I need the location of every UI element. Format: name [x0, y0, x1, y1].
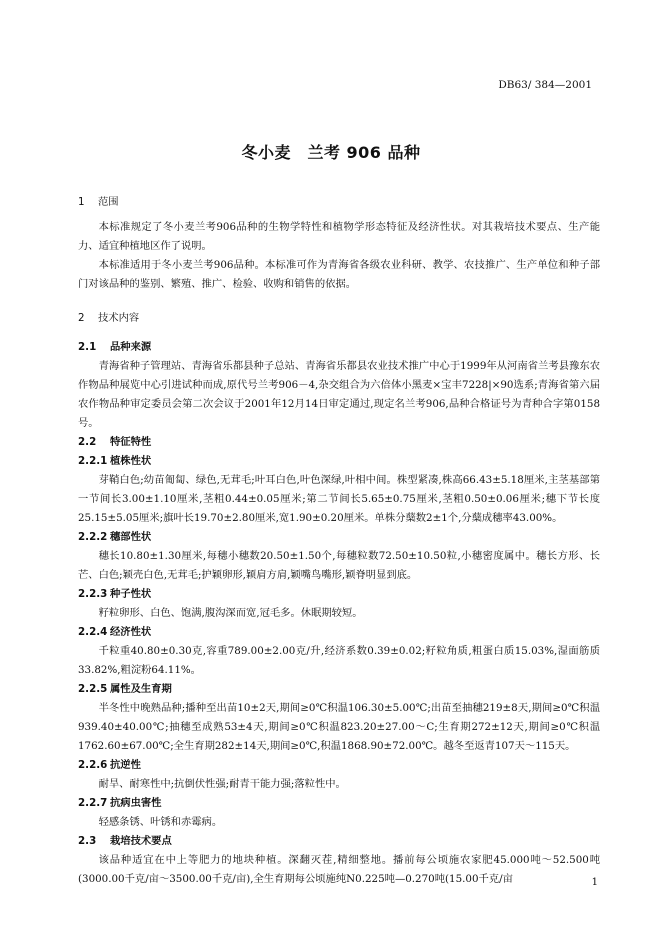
section-title: 范围 [98, 196, 119, 208]
section-1-heading [78, 193, 600, 212]
clause-number: 2.2.3 [78, 588, 108, 600]
document-body [78, 188, 600, 889]
subsection-2-3-heading [78, 832, 600, 851]
clause-2-2-2-heading [78, 528, 600, 547]
subsection-2-2-heading [78, 433, 600, 452]
page-number: 1 [591, 877, 598, 888]
clause-title: 种子性状 [110, 588, 152, 600]
section-number: 2 [78, 312, 85, 324]
clause-2-2-1-heading [78, 452, 600, 471]
section-number: 1 [78, 196, 85, 208]
subsection-number: 2.1 [78, 341, 97, 353]
subsection-number: 2.2 [78, 436, 97, 448]
clause-title: 经济性状 [110, 626, 152, 638]
scope-paragraph-2: 本标准适用于冬小麦兰考906品种。本标准可作为青海省各级农业科研、教学、农技推广、生产单位和种子部门对该品种的鉴别、繁殖、推广、检验、收购和销售的依据。 [78, 259, 600, 290]
clause-number: 2.2.7 [78, 797, 108, 809]
clause-title: 抗逆性 [110, 759, 141, 771]
economic-traits-text: 千粒重40.80±0.30克,容重789.00±2.00克/升,经济系数0.39±0.02;籽粒角质,粗蛋白质15.03%,湿面筋质33.82%,粗淀粉64.11%。 [78, 645, 600, 676]
plant-traits-text: 芽鞘白色;幼苗匍匐、绿色,无茸毛;叶耳白色,叶色深绿,叶相中间。株型紧凑,株高66.43±5.18厘米,主茎基部第一节间长3.00±1.10厘米,茎粗0.44±0.05厘米;第二节间长5.65±0.75厘米,茎粗0.50±0.06厘米;穗下节长度25.15±5.05厘米;旗叶长19.70±2.80厘米,宽1.90±0.20厘米。单株分蘖数2±1个,分蘖成穗率43.00%。 [78, 474, 600, 524]
spike-traits-text: 穗长10.80±1.30厘米,每穗小穗数20.50±1.50个,每穗粒数72.50±10.50粒,小穗密度属中。穗长方形、长芒、白色;颖壳白色,无茸毛;护颖卵形,颖肩方肩,颖嘴鸟嘴形,颖脊明显到底。 [78, 550, 600, 581]
growth-period-text: 半冬性中晚熟品种;播种至出苗10±2天,期间≥0℃积温106.30±5.00℃;出苗至抽穗219±8天,期间≥0℃积温939.40±40.00℃;抽穗至成熟53±4天,期间≥0℃积温823.20±27.00～C;生育期272±12天,期间≥0℃积温1762.60±67.00℃;全生育期282±14天,期间≥0℃,积温1868.90±72.00℃。越冬至返青107天～115天。 [78, 702, 600, 752]
document-title: 冬小麦 兰考 906 品种 [241, 143, 421, 162]
subsection-number: 2.3 [78, 835, 97, 847]
scope-paragraph-1: 本标准规定了冬小麦兰考906品种的生物学特性和植物学形态特征及经济性状。对其栽培技术要点、生产能力、适宜种植地区作了说明。 [78, 221, 600, 252]
clause-2-2-3-heading [78, 585, 600, 604]
clause-number: 2.2.6 [78, 759, 108, 771]
clause-title: 植株性状 [110, 455, 152, 467]
clause-number: 2.2.4 [78, 626, 108, 638]
section-title: 技术内容 [98, 312, 140, 324]
clause-2-2-7-heading [78, 794, 600, 813]
stress-resistance-text: 耐旱、耐寒性中;抗倒伏性强;耐青干能力强;落粒性中。 [98, 778, 346, 790]
seed-traits-text: 籽粒卵形、白色、饱满,腹沟深而宽,冠毛多。休眠期较短。 [98, 607, 363, 619]
section-2-heading [78, 309, 600, 328]
subsection-2-1-heading [78, 338, 600, 357]
variety-source-text: 青海省种子管理站、青海省乐都县种子总站、青海省乐都县农业技术推广中心于1999年从河南省兰考县豫东农作物品种展览中心引进试种而成,原代号兰考906－4,杂交组合为六倍体小黑麦×宝丰7228|×90选系;青海省第六届农作物品种审定委员会第二次会议于2001年12月14日审定通过,现定名兰考906,品种合格证号为青种合字第0158号。 [78, 360, 600, 429]
subsection-title: 特征特性 [110, 436, 152, 448]
clause-number: 2.2.1 [78, 455, 108, 467]
clause-title: 属性及生育期 [110, 683, 172, 695]
subsection-title: 栽培技术要点 [110, 835, 172, 847]
document-number: DB63/ 384—2001 [498, 79, 592, 91]
clause-number: 2.2.5 [78, 683, 108, 695]
subsection-title: 品种来源 [110, 341, 152, 353]
clause-2-2-5-heading [78, 680, 600, 699]
cultivation-text: 该品种适宜在中上等肥力的地块种植。深翻灭茬,精细整地。播前每公顷施农家肥45.000吨～52.500吨(3000.00千克/亩～3500.00千克/亩),全生育期每公顷施纯N0.225吨—0.270吨(15.00千克/亩 [78, 854, 600, 885]
clause-title: 抗病虫害性 [110, 797, 162, 809]
clause-2-2-6-heading [78, 756, 600, 775]
clause-title: 穗部性状 [110, 531, 152, 543]
clause-number: 2.2.2 [78, 531, 108, 543]
disease-resistance-text: 轻感条锈、叶锈和赤霉病。 [98, 816, 223, 828]
clause-2-2-4-heading [78, 623, 600, 642]
